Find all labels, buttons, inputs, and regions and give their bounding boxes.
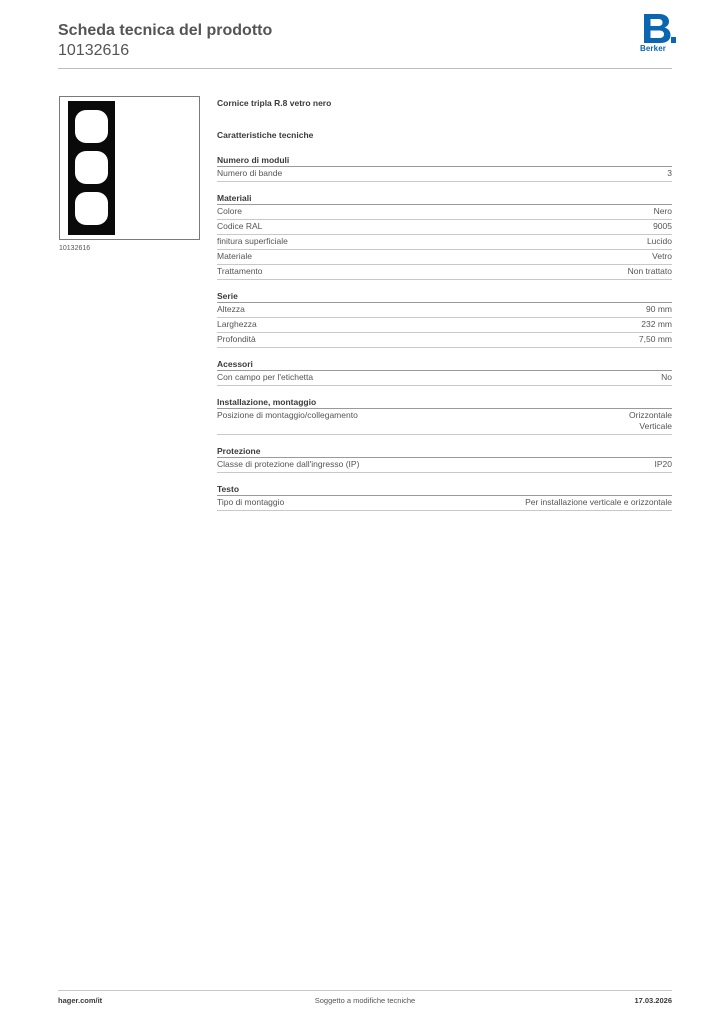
- spec-label: Classe di protezione dall'ingresso (IP): [217, 459, 360, 469]
- spec-group-title: Installazione, montaggio: [217, 396, 672, 409]
- spec-label: Colore: [217, 206, 243, 216]
- berker-logo: [636, 14, 676, 56]
- spec-label: Codice RAL: [217, 221, 263, 231]
- spec-content: [217, 96, 672, 511]
- spec-group: [217, 154, 672, 182]
- document-number: 10132616: [58, 42, 130, 59]
- spec-value: 90 mm: [646, 304, 672, 314]
- header-divider: [58, 68, 672, 69]
- spec-label: Numero di bande: [217, 168, 283, 178]
- document-title: Scheda tecnica del prodotto: [58, 22, 273, 39]
- spec-group-title: Acessori: [217, 358, 672, 371]
- spec-row: [217, 496, 672, 511]
- spec-label: Tipo di montaggio: [217, 497, 285, 507]
- spec-value: 9005: [653, 221, 672, 231]
- logo-wordmark: Berker: [640, 44, 666, 53]
- spec-group: [217, 290, 672, 348]
- spec-value: 232 mm: [641, 319, 672, 329]
- spec-value: Vetro: [652, 251, 672, 261]
- spec-group-title: Numero di moduli: [217, 154, 672, 167]
- spec-row: [217, 371, 672, 386]
- spec-row: [217, 250, 672, 265]
- spec-label: Larghezza: [217, 319, 257, 329]
- spec-row: [217, 167, 672, 182]
- product-image: [59, 96, 200, 240]
- footer-divider: [58, 990, 672, 991]
- spec-value: Orizzontale Verticale: [629, 410, 672, 431]
- spec-group: [217, 445, 672, 473]
- footer-website-link[interactable]: hager.com/it: [58, 996, 103, 1005]
- frame-opening: [75, 110, 108, 143]
- spec-group-title: Serie: [217, 290, 672, 303]
- spec-group: [217, 358, 672, 386]
- spec-group: [217, 396, 672, 435]
- footer-disclaimer: Soggetto a modifiche tecniche: [314, 996, 416, 1005]
- spec-row: [217, 303, 672, 318]
- product-name: Cornice tripla R.8 vetro nero: [217, 98, 332, 108]
- spec-value: No: [661, 372, 672, 382]
- spec-label: Materiale: [217, 251, 252, 261]
- section-heading: Caratteristiche tecniche: [217, 130, 314, 140]
- spec-row: [217, 235, 672, 250]
- spec-value: Nero: [653, 206, 672, 216]
- spec-row: [217, 458, 672, 473]
- spec-group-title: Protezione: [217, 445, 672, 458]
- spec-row: [217, 220, 672, 235]
- spec-group-title: Materiali: [217, 192, 672, 205]
- spec-row: [217, 265, 672, 280]
- spec-value: 3: [667, 168, 672, 178]
- spec-group: [217, 483, 672, 511]
- spec-label: Profondità: [217, 334, 256, 344]
- berker-b-icon: [642, 14, 676, 44]
- image-caption: 10132616: [59, 245, 91, 252]
- document-header: [58, 22, 672, 68]
- spec-label: Altezza: [217, 304, 245, 314]
- spec-label: finitura superficiale: [217, 236, 288, 246]
- spec-row: [217, 205, 672, 220]
- frame-opening: [75, 151, 108, 184]
- triple-frame-image: [68, 101, 115, 235]
- spec-group-title: Testo: [217, 483, 672, 496]
- spec-label: Trattamento: [217, 266, 263, 276]
- spec-group: [217, 192, 672, 280]
- spec-row: [217, 318, 672, 333]
- spec-label: Posizione di montaggio/collegamento: [217, 410, 358, 420]
- spec-row: [217, 333, 672, 348]
- spec-value: 7,50 mm: [638, 334, 672, 344]
- footer-date: 17.03.2026: [634, 996, 672, 1005]
- page-footer: [58, 996, 672, 1010]
- spec-value: Non trattato: [627, 266, 672, 276]
- spec-value: IP20: [654, 459, 672, 469]
- spec-row: [217, 409, 672, 435]
- spec-value: Per installazione verticale e orizzontale: [525, 497, 672, 507]
- spec-label: Con campo per l'etichetta: [217, 372, 314, 382]
- frame-opening: [75, 192, 108, 225]
- spec-value: Lucido: [646, 236, 672, 246]
